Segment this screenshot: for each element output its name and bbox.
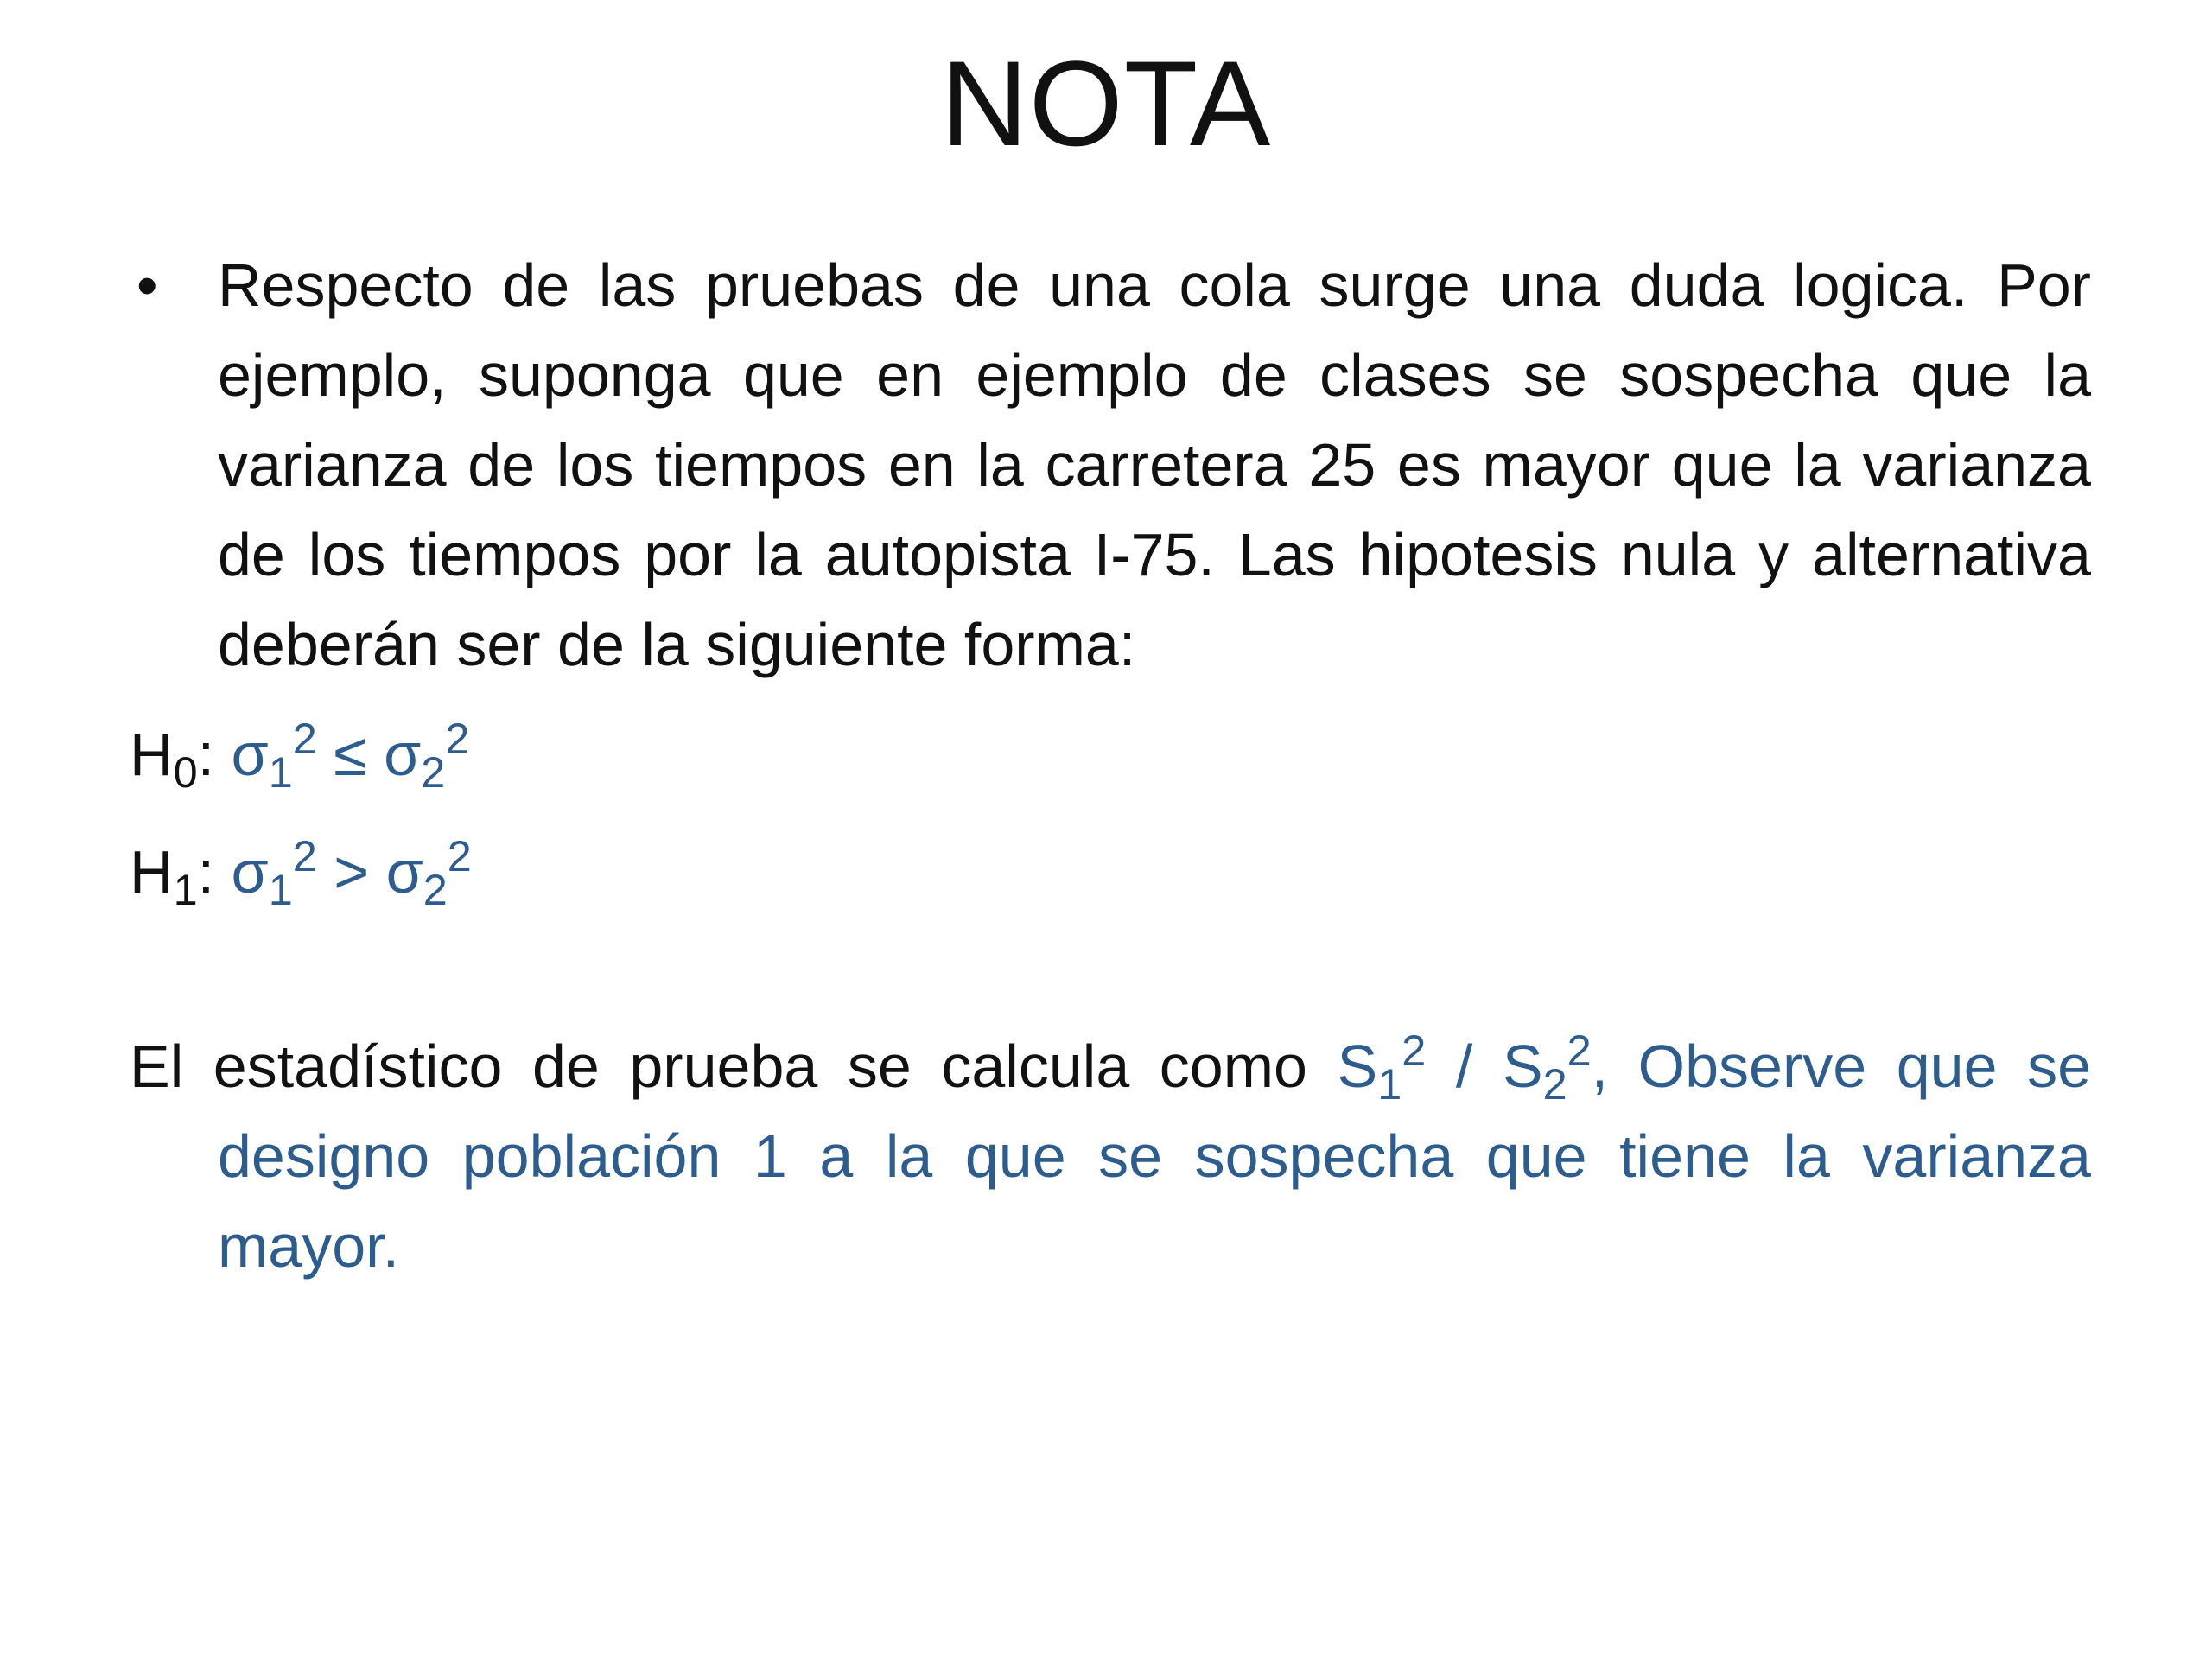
h0-sigma2: σ — [384, 721, 422, 788]
h1-expression — [231, 830, 472, 915]
bullet-paragraph — [130, 240, 2091, 690]
statistic-prefix: El estadístico de prueba se calcula como — [130, 1033, 1307, 1100]
h0-sigma2-subscript: 2 — [421, 747, 446, 798]
h1-operator: > — [334, 838, 370, 906]
h0-label: H — [130, 721, 174, 788]
alternative-hypothesis — [130, 819, 2091, 925]
h0-label-subscript: 0 — [173, 747, 198, 798]
h1-label-subscript: 1 — [173, 865, 198, 915]
slide-body — [130, 240, 2091, 1291]
h1-sigma1-subscript: 1 — [268, 865, 293, 915]
h0-expression — [231, 713, 470, 798]
bullet-marker: • — [137, 251, 158, 319]
statistic-s1: S — [1337, 1033, 1378, 1100]
h1-sigma1-superscript: 2 — [292, 830, 317, 880]
statistic-slash: / — [1455, 1033, 1473, 1100]
h0-colon: : — [197, 721, 215, 788]
h1-sigma2-superscript: 2 — [447, 830, 472, 880]
statistic-formula — [1337, 1025, 1592, 1109]
slide-title: NOTA — [940, 35, 1272, 171]
h0-sigma1: σ — [231, 721, 269, 788]
h1-colon: : — [197, 838, 215, 906]
h0-sigma2-superscript: 2 — [445, 713, 470, 763]
statistic-suffix: , Observe que se designo población 1 a la que se sospecha que tiene la varianza mayor. — [218, 1033, 2092, 1280]
bullet-text: Respecto de las pruebas de una cola surge una duda logica. Por ejemplo, suponga que en ejemplo de clases se sospecha que la varianza de los tiempos en la carretera 25 es mayor que la varianza de los tiempos por la autopista I-75. Las hipotesis nula y alternativa deberán ser de la siguiente forma: — [218, 251, 2091, 678]
statistic-s1-superscript: 2 — [1402, 1025, 1427, 1075]
statistic-s2-subscript: 2 — [1542, 1059, 1567, 1109]
statistic-s1-subscript: 1 — [1377, 1059, 1402, 1109]
h1-sigma1: σ — [231, 838, 269, 906]
null-hypothesis — [130, 702, 2091, 807]
h1-label: H — [130, 838, 174, 906]
h0-sigma1-subscript: 1 — [268, 747, 293, 798]
h1-sigma2: σ — [385, 838, 423, 906]
h0-operator: ≤ — [334, 721, 367, 788]
h1-sigma2-subscript: 2 — [423, 865, 448, 915]
test-statistic-paragraph — [130, 1021, 2091, 1291]
statistic-s2-superscript: 2 — [1567, 1025, 1592, 1075]
statistic-s2: S — [1502, 1033, 1543, 1100]
h0-sigma1-superscript: 2 — [292, 713, 317, 763]
